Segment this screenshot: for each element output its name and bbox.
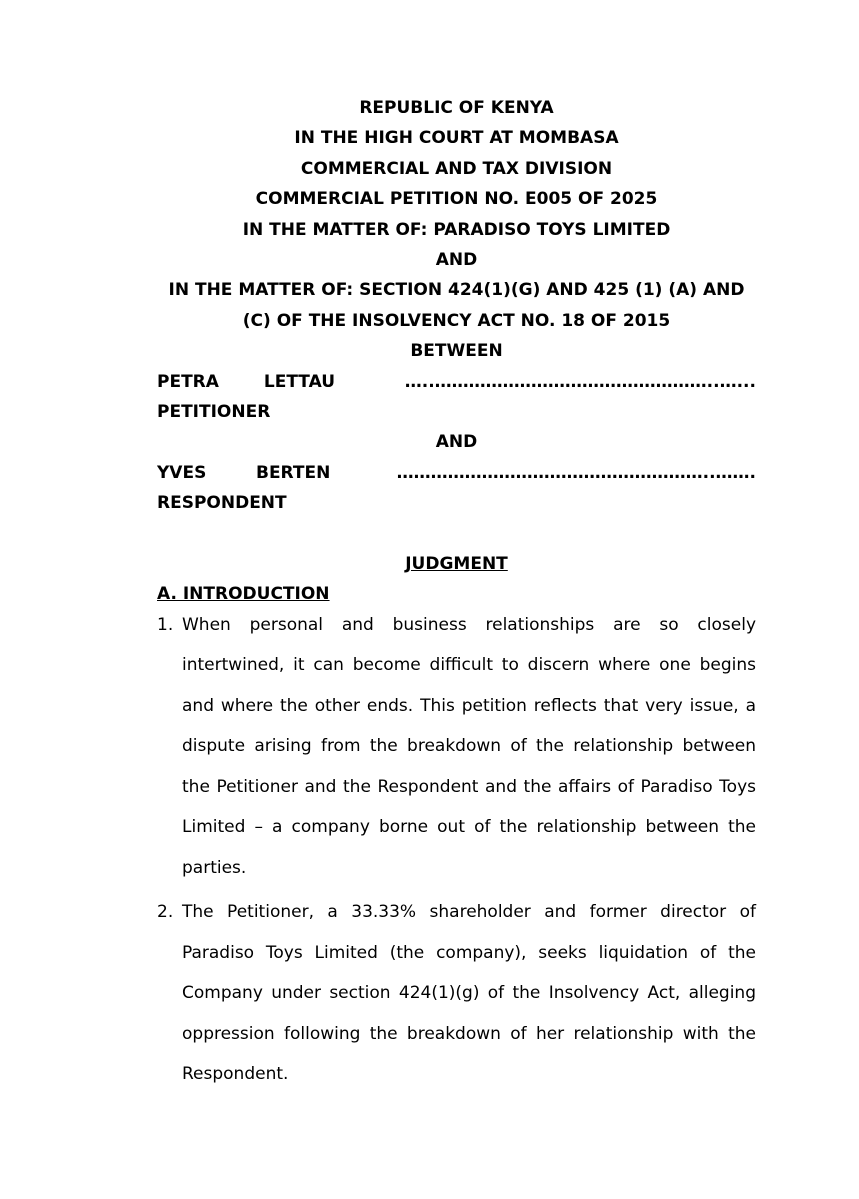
respondent-block	[157, 458, 756, 519]
heading-matter-section: IN THE MATTER OF: SECTION 424(1)(G) AND 425 (1) (A) AND (C) OF THE INSOLVENCY ACT NO. 18 OF 2015	[168, 280, 745, 331]
judgment-title: JUDGMENT	[405, 553, 508, 574]
heading-and: AND	[435, 250, 478, 271]
petitioner-role: PETITIONER	[157, 402, 271, 423]
petitioner-first-name: PETRA	[157, 371, 219, 392]
heading-republic: REPUBLIC OF KENYA	[359, 98, 554, 118]
paragraph-2	[157, 897, 756, 1095]
heading-matter-company: IN THE MATTER OF: PARADISO TOYS LIMITED	[242, 219, 671, 240]
respondent-line	[157, 458, 756, 488]
paragraph-1-text: When personal and business relationships are so closely intertwined, it can become difficult to discern where one begins and where the other ends. This petition reflects that very issue, a dispute arising from the breakdown of the relationship between the Petitioner and the Respondent and the affairs of Paradiso Toys Limited – a company borne out of the relationship between the parties.	[182, 614, 756, 878]
respondent-role: RESPONDENT	[157, 493, 287, 514]
petitioner-dots: …..…………………………………………..…...	[404, 371, 756, 392]
petitioner-block	[157, 367, 756, 428]
respondent-first-name: YVES	[157, 462, 207, 483]
paragraph-1-number: 1.	[157, 614, 174, 635]
paragraph-list	[157, 610, 756, 1095]
petitioner-last-name: LETTAU	[263, 371, 336, 392]
parties-and: AND	[435, 432, 478, 453]
paragraph-2-text: The Petitioner, a 33.33% shareholder and former director of Paradiso Toys Limited (the company), seeks liquidation of the Company under section 424(1)(g) of the Insolvency Act, alleging oppression following the breakdown of her relationship with the Respondent.	[182, 902, 756, 1084]
petitioner-line	[157, 367, 756, 397]
respondent-last-name: BERTEN	[255, 462, 331, 483]
case-heading	[157, 93, 756, 367]
heading-division: COMMERCIAL AND TAX DIVISION	[300, 158, 613, 179]
heading-between: BETWEEN	[410, 341, 503, 362]
spacer	[157, 519, 756, 549]
heading-court: IN THE HIGH COURT AT MOMBASA	[294, 128, 619, 149]
paragraph-1	[157, 610, 756, 889]
respondent-dots: ………………………………………………..…….	[396, 462, 756, 483]
paragraph-2-number: 2.	[157, 902, 174, 922]
heading-petition-number: COMMERCIAL PETITION NO. E005 OF 2025	[255, 189, 658, 210]
document-page	[157, 93, 756, 1104]
section-a-title: A. INTRODUCTION	[157, 584, 330, 605]
